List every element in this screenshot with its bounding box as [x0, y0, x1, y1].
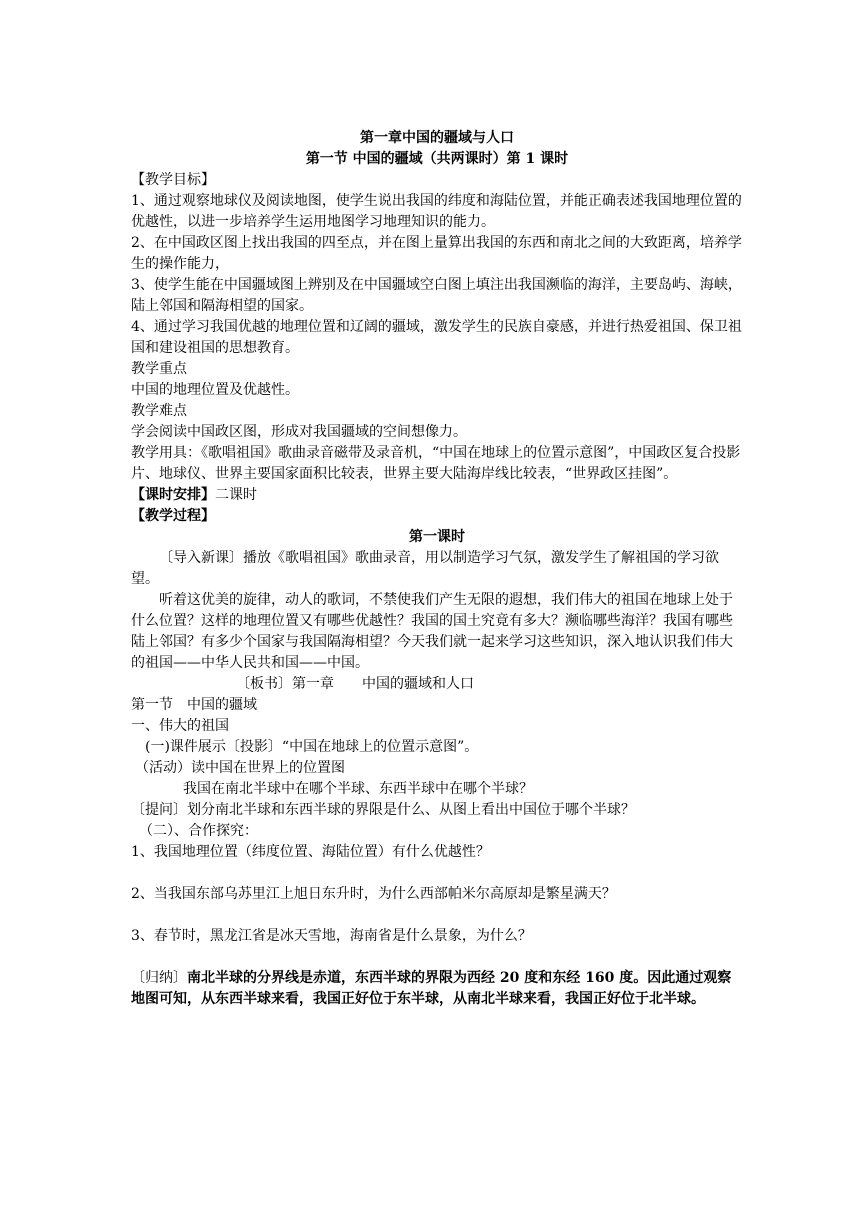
listen-paragraph: 听着这优美的旋律，动人的歌词，不禁使我们产生无限的遐想，我们伟大的祖国在地球上处于什么位置？这样的地理位置又有哪些优越性？我国的国土究竟有多大？濒临哪些海洋？我国有哪些陆上邻国？有多少个国家与我国隔海相望？今天我们就一起来学习这些知识，深入地认识我们伟大的祖国——中华人民共和国——中国。 [131, 592, 733, 671]
schedule-line [131, 485, 743, 506]
goal-item: 1、通过观察地球仪及阅读地图，使学生说出我国的纬度和海陆位置，并能正确表述我国地理位置的优越性，以进一步培养学生运用地图学习地理知识的能力。 [131, 193, 742, 230]
goal-item: 4、通过学习我国优越的地理位置和辽阔的疆域，激发学生的民族自豪感，并进行热爱祖国、保卫祖国和建设祖国的思想教育。 [131, 319, 742, 356]
question-item: 1、我国地理位置（纬度位置、海陆位置）有什么优越性？ [131, 844, 490, 860]
chapter-title: 第一章中国的疆域与人口 [360, 130, 514, 146]
summary-paragraph [131, 968, 743, 1010]
sub-two-heading: （二）、合作探究： [139, 823, 258, 839]
summary-text: 南北半球的分界线是赤道，东西半球的界限为西经 20 度和东经 160 度。因此通过观察地图可知，从东西半球来看，我国正好位于东半球，从南北半球来看，我国正好位于北半球。 [131, 970, 732, 1007]
difficulty-heading: 教学难点 [131, 403, 187, 419]
ask-line: 〔提问〕划分南北半球和东西半球的界限是什么、从图上看出中国位于哪个半球？ [131, 802, 635, 818]
goal-item: 3、使学生能在中国疆域图上辨别及在中国疆域空白图上填注出我国濒临的海洋，主要岛屿、海峡，陆上邻国和隔海相望的国家。 [131, 277, 742, 314]
spacer [131, 905, 743, 926]
teaching-tools: 教学用具：《歌唱祖国》歌曲录音磁带及录音机，“中国在地球上的位置示意图”，中国政区复合投影片、地球仪、世界主要国家面积比较表，世界主要大陆海岸线比较表，“世界政区挂图”。 [131, 445, 741, 482]
document-page [131, 128, 743, 1010]
lesson-title: 第一课时 [409, 529, 465, 545]
section-subtitle: 第一节 中国的疆域（共两课时）第 1 课时 [305, 151, 569, 167]
activity-line: （活动）读中国在世界上的位置图 [135, 760, 345, 776]
spacer [131, 863, 743, 884]
goal-item: 2、在中国政区图上找出我国的四至点，并在图上量算出我国的东西和南北之间的大致距离，培养学生的操作能力， [131, 235, 742, 272]
schedule-label: 【课时安排】 [131, 487, 215, 503]
summary-label: 〔归纳〕 [131, 970, 187, 986]
key-text: 中国的地理位置及优越性。 [131, 382, 299, 398]
question-item: 3、春节时，黑龙江省是冰天雪地，海南省是什么景象，为什么？ [131, 928, 532, 944]
section-line: 第一节 中国的疆域 [131, 697, 257, 713]
process-heading: 【教学过程】 [131, 508, 215, 524]
key-heading: 教学重点 [131, 361, 187, 377]
sub-one-line: (一)课件展示〔投影〕“中国在地球上的位置示意图”。 [145, 739, 479, 755]
intro-paragraph: 〔导入新课〕播放《歌唱祖国》歌曲录音，用以制造学习气氛，激发学生了解祖国的学习欲望。 [131, 550, 719, 587]
spacer [131, 947, 743, 968]
board-note: 〔板书〕第一章 中国的疆域和人口 [236, 676, 474, 692]
part-one-heading: 一、伟大的祖国 [131, 718, 229, 734]
goals-heading: 【教学目标】 [131, 172, 215, 188]
schedule-value: 二课时 [215, 487, 257, 503]
question-item: 2、当我国东部乌苏里江上旭日东升时，为什么西部帕米尔高原却是繁星满天？ [131, 886, 616, 902]
hemisphere-question: 我国在南北半球中在哪个半球、东西半球中在哪个半球？ [183, 781, 533, 797]
difficulty-text: 学会阅读中国政区图，形成对我国疆域的空间想像力。 [131, 424, 467, 440]
